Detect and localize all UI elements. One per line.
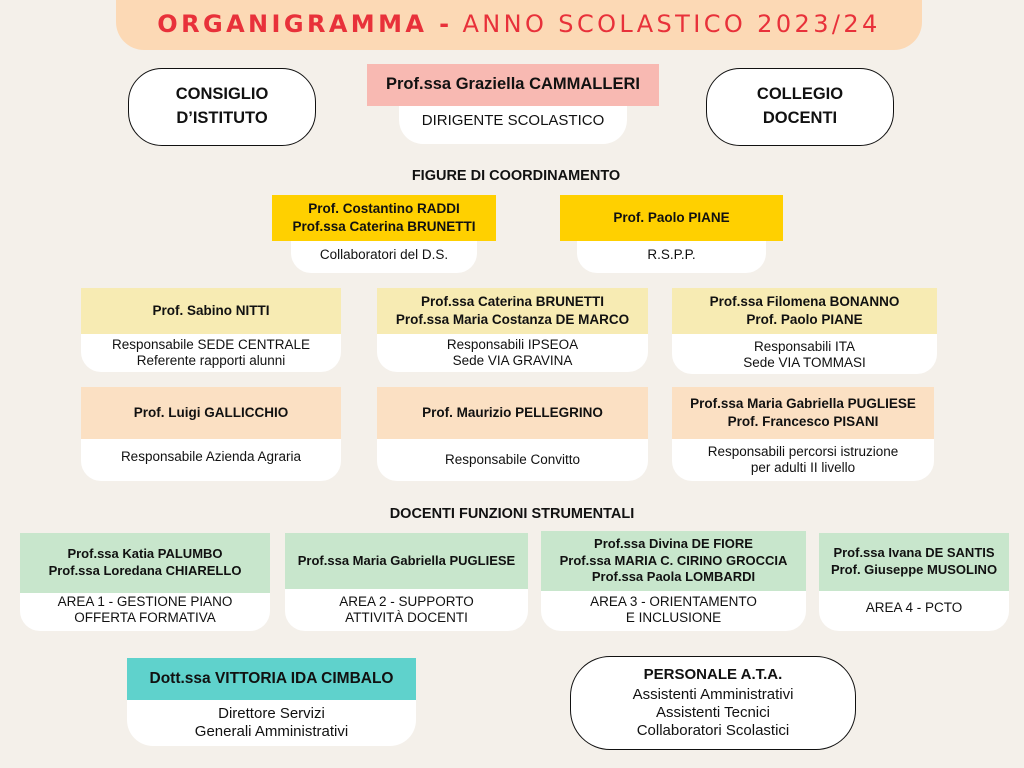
- sede-centrale-card: [81, 288, 341, 372]
- area2-card: [285, 533, 528, 631]
- dsga-role: Direttore Servizi Generali Amministrativi: [127, 658, 416, 746]
- convitto-role: Responsabile Convitto: [377, 387, 648, 481]
- ata-title: PERSONALE A.T.A.: [643, 666, 783, 683]
- collegio-line1: COLLEGIO: [756, 85, 844, 104]
- consiglio-line1: CONSIGLIO: [175, 85, 269, 104]
- title-rest: ANNO SCOLASTICO 2023/24: [462, 10, 881, 38]
- area2-role: AREA 2 - SUPPORTO ATTIVITÀ DOCENTI: [285, 533, 528, 631]
- area1-names: Prof.ssa Katia PALUMBO Prof.ssa Loredana CHIARELLO: [20, 533, 270, 593]
- rspp-names: Prof. Paolo PIANE: [560, 195, 783, 241]
- area2-names: Prof.ssa Maria Gabriella PUGLIESE: [285, 533, 528, 589]
- ipseoa-names: Prof.ssa Caterina BRUNETTI Prof.ssa Maria Costanza DE MARCO: [377, 288, 648, 334]
- collaboratori-names: Prof. Costantino RADDI Prof.ssa Caterina BRUNETTI: [272, 195, 496, 241]
- collaboratori-card: [272, 195, 496, 273]
- ata-line: Assistenti Amministrativi: [632, 686, 794, 703]
- ipseoa-role: Responsabili IPSEOA Sede VIA GRAVINA: [377, 288, 648, 372]
- adulti-role: Responsabili percorsi istruzione per adulti II livello: [672, 387, 934, 481]
- ata-line: Collaboratori Scolastici: [636, 722, 790, 739]
- area4-role: AREA 4 - PCTO: [819, 533, 1009, 631]
- convitto-card: [377, 387, 648, 481]
- area4-card: [819, 533, 1009, 631]
- ipseoa-card: [377, 288, 648, 372]
- section-coordinamento: FIGURE DI COORDINAMENTO: [411, 168, 621, 184]
- dsga-names: Dott.ssa VITTORIA IDA CIMBALO: [127, 658, 416, 700]
- ita-names: Prof.ssa Filomena BONANNO Prof. Paolo PIANE: [672, 288, 937, 334]
- area3-card: [541, 531, 806, 631]
- ata-line: Assistenti Tecnici: [656, 704, 770, 721]
- sede-centrale-names: Prof. Sabino NITTI: [81, 288, 341, 334]
- title-banner: [116, 0, 922, 50]
- personale-ata-box: [570, 656, 856, 750]
- area4-names: Prof.ssa Ivana DE SANTIS Prof. Giuseppe MUSOLINO: [819, 533, 1009, 591]
- section-funzioni: DOCENTI FUNZIONI STRUMENTALI: [389, 506, 635, 522]
- adulti-card: [672, 387, 934, 481]
- area3-role: AREA 3 - ORIENTAMENTO E INCLUSIONE: [541, 531, 806, 631]
- ita-role: Responsabili ITA Sede VIA TOMMASI: [672, 288, 937, 374]
- consiglio-istituto-box: [128, 68, 316, 146]
- title-bold: ORGANIGRAMMA -: [157, 10, 453, 38]
- area3-names: Prof.ssa Divina DE FIORE Prof.ssa MARIA C. CIRINO GROCCIA Prof.ssa Paola LOMBARDI: [541, 531, 806, 591]
- dirigente-role: DIRIGENTE SCOLASTICO: [399, 64, 627, 144]
- agraria-names: Prof. Luigi GALLICCHIO: [81, 387, 341, 439]
- agraria-card: [81, 387, 341, 481]
- sede-centrale-role: Responsabile SEDE CENTRALE Referente rapporti alunni: [81, 288, 341, 372]
- convitto-names: Prof. Maurizio PELLEGRINO: [377, 387, 648, 439]
- area1-card: [20, 533, 270, 631]
- dirigente-name: Prof.ssa Graziella CAMMALLERI: [367, 64, 659, 106]
- collegio-line2: DOCENTI: [762, 109, 838, 127]
- collegio-docenti-box: [706, 68, 894, 146]
- dsga-card: [127, 658, 416, 746]
- ita-card: [672, 288, 937, 374]
- rspp-role: R.S.P.P.: [577, 195, 766, 273]
- rspp-card: [560, 195, 783, 273]
- agraria-role: Responsabile Azienda Agraria: [81, 387, 341, 481]
- consiglio-line2: D’ISTITUTO: [176, 109, 268, 127]
- adulti-names: Prof.ssa Maria Gabriella PUGLIESE Prof. Francesco PISANI: [672, 387, 934, 439]
- area1-role: AREA 1 - GESTIONE PIANO OFFERTA FORMATIVA: [20, 533, 270, 631]
- dirigente-card: [367, 64, 659, 144]
- collaboratori-role: Collaboratori del D.S.: [291, 195, 477, 273]
